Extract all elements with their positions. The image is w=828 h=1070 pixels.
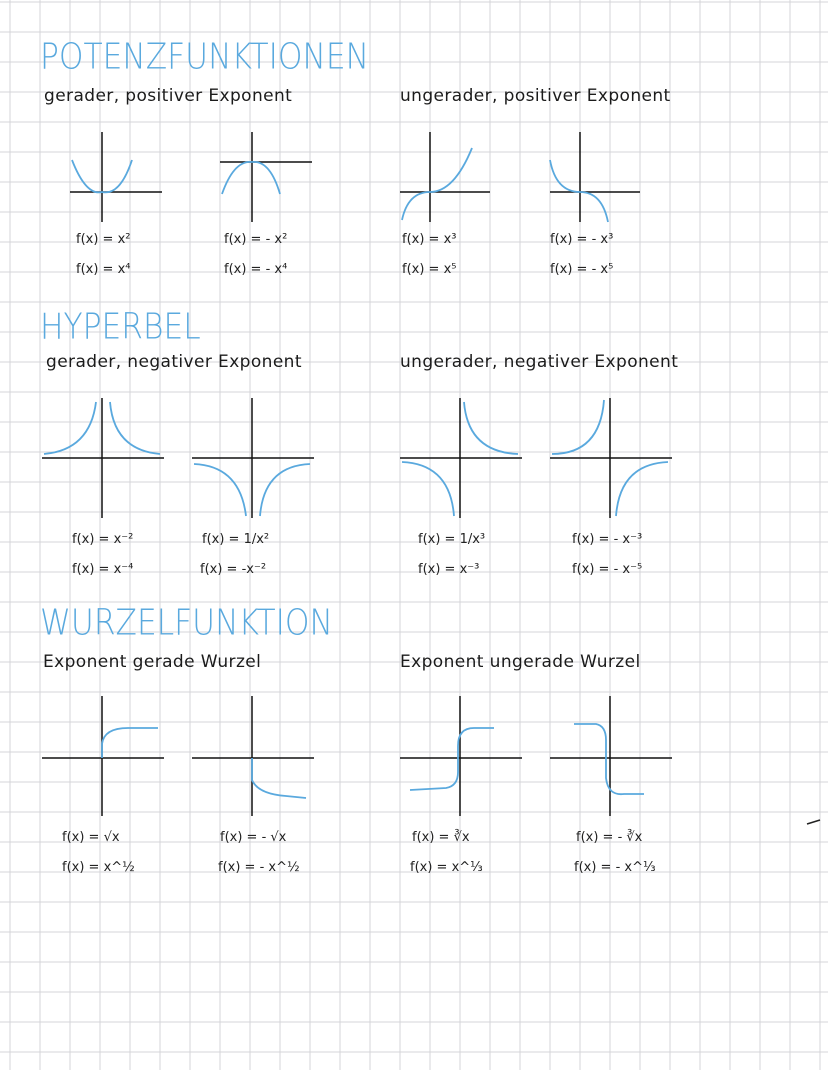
graph-hyperbola-even-positive	[38, 396, 168, 522]
formula-w4-b: f(x) = - x^⅓	[574, 860, 656, 875]
subtitle-even-negative-exponent: gerader, negativer Exponent	[46, 352, 302, 372]
formula-w3-a: f(x) = ∛x	[412, 830, 470, 845]
formula-p2-b: f(x) = - x⁴	[224, 262, 288, 277]
graph-even-power-negative	[216, 130, 316, 224]
formula-w3-b: f(x) = x^⅓	[410, 860, 483, 875]
formula-p3-b: f(x) = x⁵	[402, 262, 457, 277]
formula-w2-b: f(x) = - x^½	[218, 860, 300, 875]
graph-even-root-negative	[188, 694, 318, 820]
graph-hyperbola-odd-positive	[396, 396, 526, 522]
graph-odd-root-positive	[396, 694, 526, 820]
formula-p4-b: f(x) = - x⁵	[550, 262, 614, 277]
formula-h1-b: f(x) = x⁻⁴	[72, 562, 134, 577]
formula-h4-a: f(x) = - x⁻³	[572, 532, 643, 547]
formula-p4-a: f(x) = - x³	[550, 232, 614, 247]
formula-h3-b: f(x) = x⁻³	[418, 562, 480, 577]
formula-h2-a: f(x) = 1/x²	[202, 532, 270, 547]
section-title-potenzfunktionen: POTENZFUNKTIONEN	[40, 36, 370, 78]
subtitle-even-positive-exponent: gerader, positiver Exponent	[44, 86, 293, 106]
formula-h1-a: f(x) = x⁻²	[72, 532, 134, 547]
formula-w2-a: f(x) = - √x	[220, 830, 287, 845]
formula-h4-b: f(x) = - x⁻⁵	[572, 562, 643, 577]
graph-even-root-positive	[38, 694, 168, 820]
formula-w4-a: f(x) = - ∛x	[576, 830, 643, 845]
formula-h2-b: f(x) = -x⁻²	[200, 562, 267, 577]
graph-odd-power-negative	[546, 130, 646, 224]
formula-w1-b: f(x) = x^½	[62, 860, 135, 875]
formula-p2-a: f(x) = - x²	[224, 232, 288, 247]
graph-even-power-positive	[66, 130, 166, 224]
section-title-hyperbel: HYPERBEL	[40, 306, 201, 348]
graph-hyperbola-even-negative	[188, 396, 318, 522]
subtitle-odd-positive-exponent: ungerader, positiver Exponent	[400, 86, 671, 106]
subtitle-even-root: Exponent gerade Wurzel	[43, 652, 262, 672]
subtitle-odd-root: Exponent ungerade Wurzel	[400, 652, 641, 672]
graph-odd-root-negative	[546, 694, 676, 820]
formula-h3-a: f(x) = 1/x³	[418, 532, 486, 547]
graph-odd-power-positive	[396, 130, 496, 224]
formula-w1-a: f(x) = √x	[62, 830, 120, 845]
formula-p3-a: f(x) = x³	[402, 232, 457, 247]
stray-pen-mark	[806, 818, 822, 826]
formula-p1-a: f(x) = x²	[76, 232, 131, 247]
formula-p1-b: f(x) = x⁴	[76, 262, 131, 277]
graph-hyperbola-odd-negative	[546, 396, 676, 522]
subtitle-odd-negative-exponent: ungerader, negativer Exponent	[400, 352, 679, 372]
section-title-wurzelfunktion: WURZELFUNKTION	[40, 602, 333, 644]
